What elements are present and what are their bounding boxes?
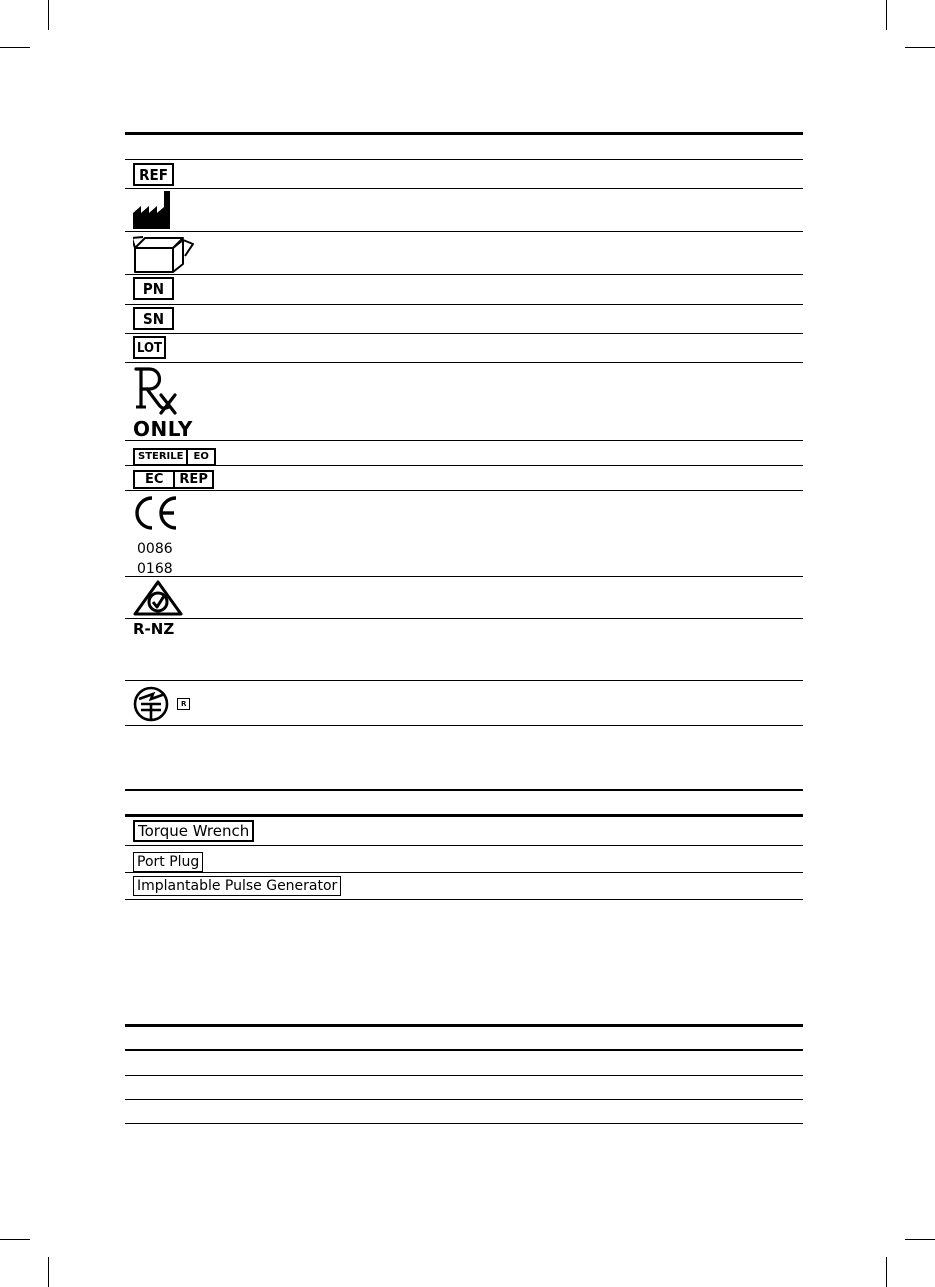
empty-table	[125, 1024, 803, 1126]
sn-symbol: SN	[133, 307, 174, 330]
ce-number: 0086	[137, 541, 173, 557]
rx-icon	[133, 365, 193, 415]
rep-label: REP	[179, 472, 208, 487]
crop-mark	[905, 47, 935, 48]
japan-radio-icon	[133, 685, 173, 723]
crop-mark	[886, 0, 887, 30]
crop-mark	[886, 1257, 887, 1287]
torque-wrench-label: Torque Wrench	[133, 820, 254, 842]
crop-mark	[0, 1239, 30, 1240]
rnz-label: R-NZ	[133, 620, 175, 638]
lot-symbol: LOT	[133, 336, 166, 359]
ref-symbol: REF	[133, 163, 174, 186]
sterile-label: STERILE	[135, 450, 188, 464]
open-box-icon	[133, 234, 197, 274]
crop-mark	[0, 47, 30, 48]
manufacturer-icon	[133, 191, 173, 229]
japan-r-label: R	[177, 698, 190, 710]
sterile-method-label: EO	[193, 451, 209, 462]
ce-number: 0168	[137, 561, 173, 577]
ec-rep-symbol	[133, 470, 214, 489]
ce-mark-icon	[133, 495, 181, 531]
symbols-table	[125, 132, 803, 728]
crop-mark	[48, 0, 49, 30]
crop-mark	[48, 1257, 49, 1287]
package-contents-table	[125, 789, 803, 901]
rcm-icon	[133, 580, 183, 616]
crop-mark	[905, 1239, 935, 1240]
pn-symbol: PN	[133, 277, 174, 300]
ec-label: EC	[135, 472, 175, 487]
port-plug-label: Port Plug	[133, 852, 203, 872]
ipg-label: Implantable Pulse Generator	[133, 876, 341, 896]
rx-only-label: ONLY	[133, 417, 193, 441]
sterile-eo-symbol	[133, 448, 216, 466]
